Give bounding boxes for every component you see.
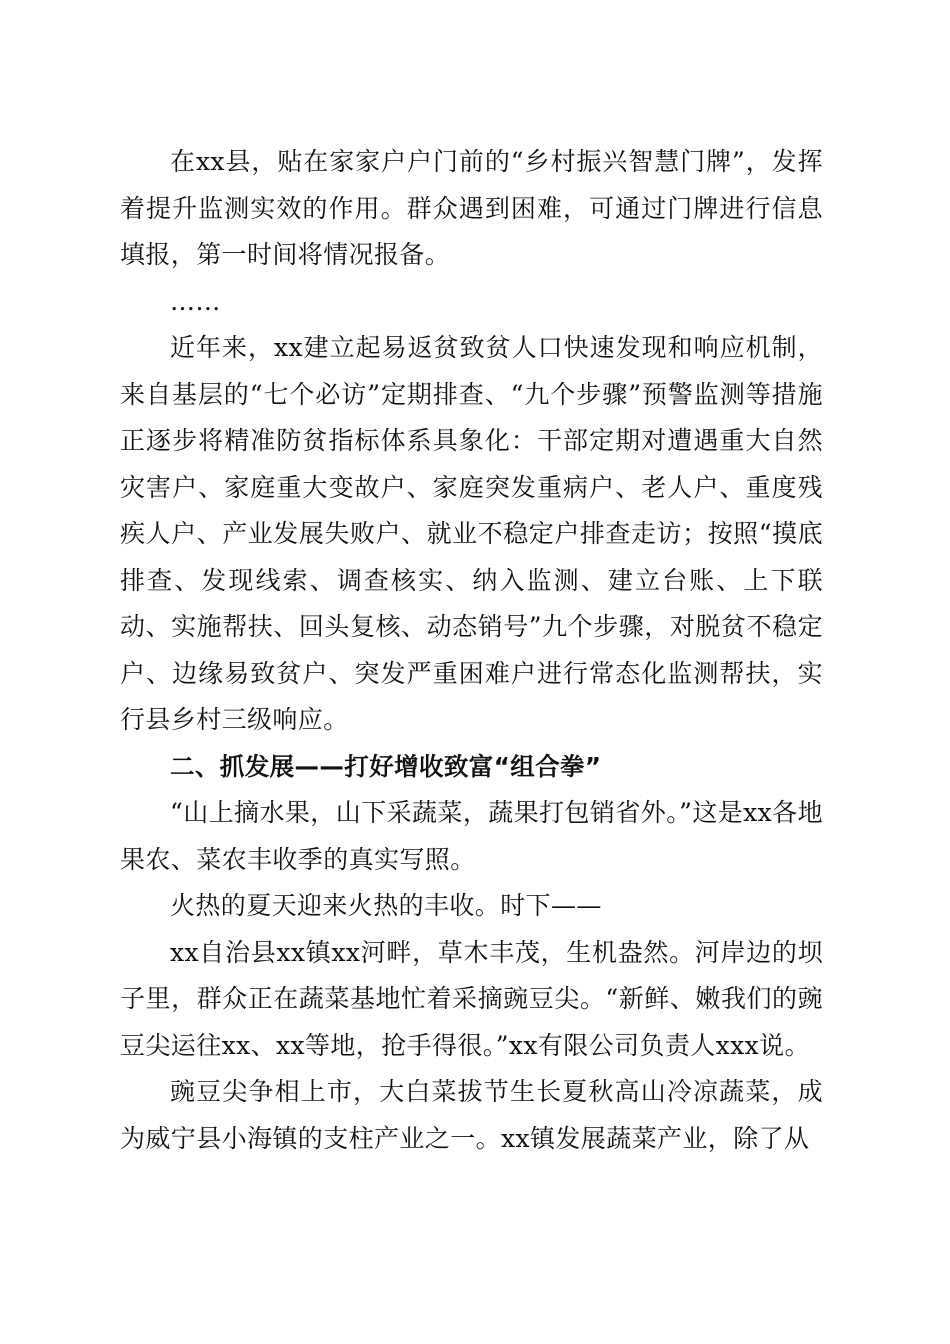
paragraph-monitoring-mechanism: 近年来，xx建立起易返贫致贫人口快速发现和响应机制，来自基层的“七个必访”定期排查、“九个步骤”预警监测等措施正逐步将精准防贫指标体系具象化：干部定期对遭遇重大自然灾害户、家庭重大变故户、家庭突发重病户、老人户、重度残疾人户、产业发展失败户、就业不稳定户排查走访；按照“摸底排查、发现线索、调查核实、纳入监测、建立台账、上下联动、实施帮扶、回头复核、动态销号”九个步骤，对脱贫不稳定户、边缘易致贫户、突发严重困难户进行常态化监测帮扶，实行县乡村三级响应。 bbox=[120, 333, 823, 734]
section-heading-development: 二、抓发展——打好增收致富“组合拳” bbox=[170, 751, 602, 781]
document-body bbox=[120, 139, 823, 1162]
paragraph-summer-harvest: 火热的夏天迎来火热的丰收。时下—— bbox=[170, 891, 602, 920]
paragraph-pea-shoots: xx自治县xx镇xx河畔，草木丰茂，生机盎然。河岸边的坝子里，群众正在蔬菜基地忙着采摘豌豆尖。“新鲜、嫩我们的豌豆尖运往xx、xx等地，抢手得很。”xx有限公司负责人xxx说。 bbox=[120, 937, 823, 1060]
paragraph-vegetable-industry: 豌豆尖争相上市，大白菜拔节生长夏秋高山冷凉蔬菜，成为威宁县小海镇的支柱产业之一。xx镇发展蔬菜产业，除了从 bbox=[120, 1077, 823, 1153]
paragraph-ellipsis: …… bbox=[170, 286, 221, 316]
paragraph-harvest-quote: “山上摘水果，山下采蔬菜，蔬果打包销省外。”这是xx各地果农、菜农丰收季的真实写照。 bbox=[120, 798, 823, 874]
paragraph-smart-door-sign: 在xx县，贴在家家户户门前的“乡村振兴智慧门牌”，发挥着提升监测实效的作用。群众遇到困难，可通过门牌进行信息填报，第一时间将情况报备。 bbox=[120, 147, 823, 269]
